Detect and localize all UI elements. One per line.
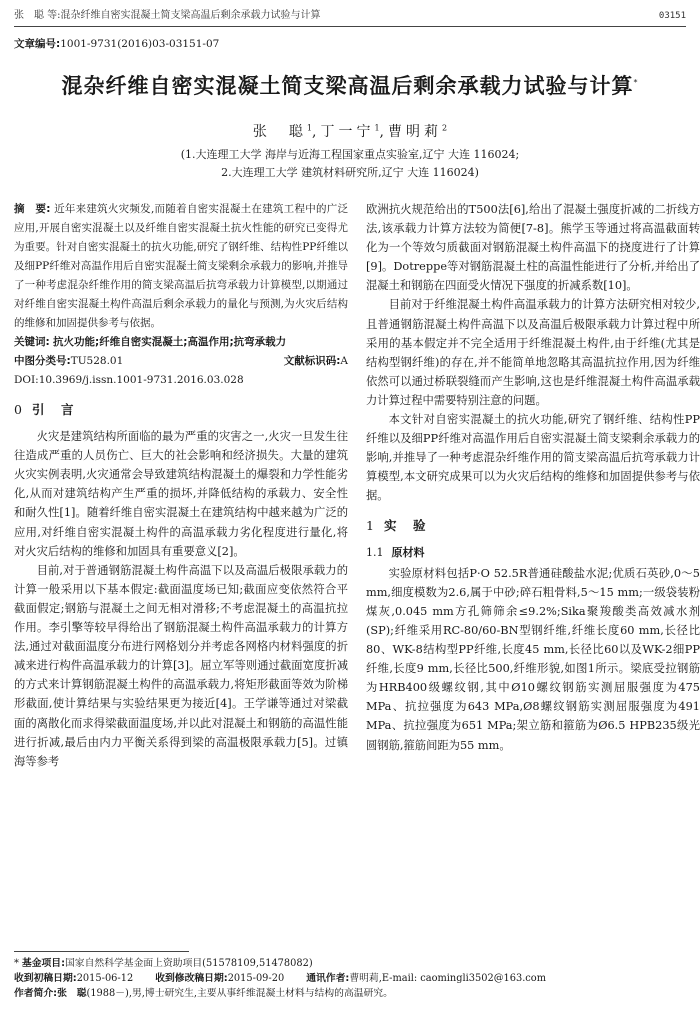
- keywords-label: 关键词:: [14, 336, 50, 348]
- keywords-text: 抗火功能;纤维自密实混凝土;高温作用;抗弯承载力: [53, 336, 287, 348]
- article-number-value: 1001-9731(2016)03-03151-07: [60, 38, 220, 50]
- author-name: 曹明莉: [388, 124, 442, 140]
- footnote-dates: [14, 971, 686, 986]
- subsection-number: 1.1: [366, 545, 384, 559]
- fund-label: 基金项目:: [21, 958, 66, 969]
- doi: DOI:10.3969/j.issn.1001-9731.2016.03.028: [14, 374, 244, 386]
- subsection-heading-materials: [366, 543, 700, 562]
- footnote-fund: * 基金项目:国家自然科学基金面上资助项目(51578109,51478082): [14, 958, 313, 969]
- author-affiliation-mark: 2: [442, 123, 448, 133]
- classification-row: [14, 352, 348, 371]
- author-name: 张 聪: [252, 124, 307, 140]
- running-head-title: 张 聪 等:混杂纤维自密实混凝土简支梁高温后剩余承载力试验与计算: [14, 10, 321, 21]
- author-bio-name: 张 聪: [57, 988, 87, 999]
- section-heading-introduction: [14, 400, 348, 419]
- received-date: 2015-06-12: [76, 973, 134, 984]
- body-paragraph: 欧洲抗火规范给出的T500法[6],给出了混凝土强度折减的二折线方法,该承载力计算方法较为简便[7-8]。熊学玉等通过将高温截面转化为一个等效匀质截面对钢筋混凝土构件高温下的挠度进行了计算[9]。Dotreppe等对钢筋混凝土柱的高温性能进行了分析,并给出了混凝土和钢筋在四面受火情况下强度的折减系数[10]。: [366, 203, 700, 293]
- header-rule: [14, 26, 686, 27]
- footnotes: [14, 956, 686, 1001]
- section-number: 0: [14, 402, 22, 417]
- page-number: 03151: [658, 11, 686, 21]
- section-heading-experiment: [366, 516, 700, 535]
- fund-text: 国家自然科学基金面上资助项目(51578109,51478082): [65, 958, 313, 969]
- body-paragraph: 目前,对于普通钢筋混凝土构件高温下以及高温后极限承载力的计算一般采用以下基本假定:截面温度场已知;截面应变依然符合平截面假定;钢筋与混凝土之间无相对滑移;不考虑混凝土的高温抗拉作用。李引擎等较早得给出了钢筋混凝土构件高温承载力的计算方法,通过对截面温度分布进行网格划分并考虑各网格内材料强度的折减来进行构件高温承载力的计算[3]。屈立军等则通过截面宽度折减的方式来计算钢筋混凝土构件的高温承载力,将矩形截面等效为阶梯形截面,使计算结果与实验结果更为接近[4]。王学谦等通过对梁截面的离散化而求得梁截面温度场,并以此对混凝土和钢筋的高温性能进行折减,最后由内力平衡关系得到梁的高温极限承载力[5]。过镇海等参考: [14, 563, 348, 768]
- author-list: 张 聪$^1$,丁一宁$^1$,曹明莉$^2$: [252, 123, 448, 140]
- left-column: [14, 200, 348, 771]
- section-title: 引 言: [31, 402, 76, 417]
- affiliation-1: (1.大连理工大学 海岸与近海工程国家重点实验室,辽宁 大连 116024;: [180, 148, 520, 161]
- corresponding-label: 通讯作者:: [306, 973, 350, 984]
- subsection-title: 原材料: [391, 545, 425, 559]
- running-head: [14, 8, 686, 24]
- paper-title: [20, 70, 680, 100]
- body-paragraph: 目前对于纤维混凝土构件高温承载力的计算方法研究相对较少,且普通钢筋混凝土构件高温下以及高温后极限承载力计算过程中所采用的基本假定并不完全适用于纤维混凝土构件,由于纤维(尤其是结构型钢纤维)的存在,并不能简单地忽略其高温抗拉作用,因为纤维依然可以通过桥联裂缝而产生影响,这也是纤维混凝土构件高温承载力计算过程中需要特别注意的问题。: [366, 298, 700, 407]
- article-number: [14, 36, 219, 51]
- author-affiliation-mark: 1: [374, 123, 380, 133]
- abstract-text: 近年来建筑火灾频发,而随着自密实混凝土在建筑工程中的广泛应用,开展自密实混凝土以及纤维自密实混凝土抗火性能的研究已变得尤为重要。针对自密实混凝土的抗火功能,研究了钢纤维、结构性PP纤维以及细PP纤维对高温作用后自密实混凝土简支梁剩余承载力的影响,并推导了一种考虑混杂纤维作用的简支梁高温后抗弯承载力计算模型,以期通过对纤维自密实混凝土构件高温后剩余承载力的量化与预测,为火灾后结构的维修和加固提供参考与依据。: [14, 203, 348, 329]
- right-column: [366, 200, 700, 755]
- author-bio-text: (1988－),男,博士研究生,主要从事纤维混凝土材料与结构的高温研究。: [86, 988, 393, 999]
- article-number-label: 文章编号:: [14, 38, 61, 50]
- body-paragraph: 实验原材料包括P·O 52.5R普通硅酸盐水泥;优质石英砂,0～5 mm,细度模数为2.6,属于中砂;碎石粗骨料,5～15 mm;一级袋装粉煤灰,0.045 mm方孔筛筛余≤9.2%;Sika聚羧酸类高效减水剂(SP);纤维采用RC-80/60-BN型钢纤维,纤维长度60 mm,长径比80、WK-8结构型PP纤维,长度45 mm,长径比60以及WK-2细PP纤维,长度9 mm,长径比500,纤维形貌,如图1所示。梁底受拉钢筋为HRB400级螺纹钢,其中Ø10螺纹钢筋实测屈服强度为475 MPa、抗拉强度为643 MPa,Ø8螺纹钢筋实测屈服强度为491 MPa、抗拉强度为651 MPa;架立筋和箍筋为Ø6.5 HPB235级光圆钢筋,箍筋间距为55 mm。: [366, 566, 700, 752]
- author-bio-label: 作者简介:: [14, 988, 58, 999]
- doc-code-label: 文献标识码:: [283, 355, 341, 367]
- revised-label: 收到修改稿日期:: [155, 973, 228, 984]
- abstract: [14, 200, 348, 333]
- author-name: 丁一宁: [320, 124, 375, 140]
- body-paragraph: 火灾是建筑结构所面临的最为严重的灾害之一,火灾一旦发生往往造成严重的人员伤亡、巨大的社会影响和经济损失。大量的建筑火灾实例表明,火灾通常会导致建筑结构混凝土的爆裂和力学性能劣化,从而对建筑结构产生严重的损坏,并降低结构的承载力、安全性和耐久性[1]。随着纤维自密实混凝土在建筑结构中越来越为广泛的应用,对纤维自密实混凝土构件的高温承载力劣化程度进行量化,将对火灾后结构的维修和加固具有重要意义[2]。: [14, 430, 348, 558]
- clc-label: 中图分类号:: [14, 355, 71, 367]
- footnote-author-bio: [14, 986, 686, 1001]
- affiliation-2: 2.大连理工大学 建筑材料研究所,辽宁 大连 116024): [221, 166, 479, 179]
- revised-date: 2015-09-20: [227, 973, 285, 984]
- section-title: 实 验: [383, 517, 428, 533]
- section-number: 1: [366, 517, 374, 533]
- corresponding-author: 曹明莉,E-mail: caomingli3502@163.com: [349, 973, 546, 984]
- author-affiliation-mark: 1: [306, 123, 312, 133]
- body-paragraph: 本文针对自密实混凝土的抗火功能,研究了钢纤维、结构性PP纤维以及细PP纤维对高温作用后自密实混凝土简支梁剩余承载力的影响,并推导了一种考虑混杂纤维作用的简支梁高温后抗弯承载力计算模型,本文研究成果可以为火灾后结构的维修和加固提供参考与依据。: [366, 413, 700, 503]
- title-footnote-mark: *: [633, 78, 639, 87]
- received-label: 收到初稿日期:: [14, 973, 77, 984]
- doc-code-value: A: [340, 355, 348, 367]
- abstract-label: 摘 要:: [14, 203, 51, 215]
- footnote-rule: [14, 951, 189, 952]
- paper-title-text: 混杂纤维自密实混凝土简支梁高温后剩余承载力试验与计算: [61, 74, 634, 98]
- keywords: [14, 333, 348, 352]
- clc-value: TU528.01: [70, 355, 124, 367]
